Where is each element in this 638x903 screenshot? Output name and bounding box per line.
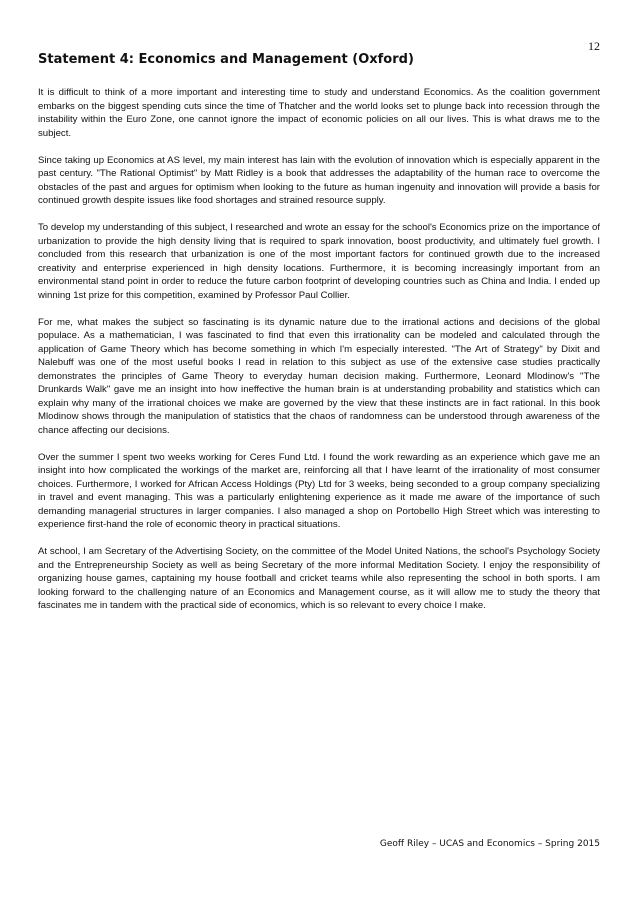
paragraph-work-experience: Over the summer I spent two weeks working for Ceres Fund Ltd. I found the work rewarding as an experience which gave me an insight into how complicated the workings of the market are, reinforcing all that I have learnt of the irrationality of most consumer choices. Furthermore, I worked for African Access Holdings (Pty) Ltd for 3 weeks, being seconded to a group company specializing in travel and event managing. This was a particularly enlightening experience as it made me aware of the importance of such demanding managerial structures in larger companies. I also managed a shop on Portobello High Street which was interesting to experience first-hand the role of economic theory in practical situations. xyxy=(38,451,600,530)
page-number: 12 xyxy=(588,39,600,53)
paragraph-innovation: Since taking up Economics at AS level, my main interest has lain with the evolution of innovation which is especially apparent in the past century. "The Rational Optimist" by Matt Ridley is a book that addresses the adaptability of the human race to overcome the obstacles of the past and argues for optimism when looking to the future as human ingenuity and innovation will provide a basis for continued growth despite issues like food shortages and strained resource supply. xyxy=(38,154,600,206)
paragraph-intro: It is difficult to think of a more important and interesting time to study and understand Economics. As the coalition government embarks on the biggest spending cuts since the time of Thatcher and the world looks set to plunge back into recession through the instability within the Euro Zone, one cannot ignore the impact of economic policies on all our lives. This is what draws me to the subject. xyxy=(38,87,600,139)
paragraph-urbanization-essay: To develop my understanding of this subject, I researched and wrote an essay for the school's Economics prize on the importance of urbanization to provide the high density living that is required to spark innovation, boost productivity, and ultimately fuel growth. I concluded from this research that urbanization is one of the most important factors for continued growth due to the increased creativity and enterprise experienced in high density locations. Furthermore, it is becoming increasingly important from an environmental stand point in order to reduce the future carbon footprint of developing countries such as China and India. I ended up winning 1st prize for this competition, examined by Professor Paul Collier. xyxy=(38,222,600,301)
statement-body xyxy=(38,86,600,626)
page-title: Statement 4: Economics and Management (Oxford) xyxy=(38,52,414,67)
paragraph-game-theory: For me, what makes the subject so fascinating is its dynamic nature due to the irrational actions and decisions of the global populace. As a mathematician, I was fascinated to find that even this irrationality can be modeled and calculated through the application of Game Theory which has become something in which I'm especially interested. "The Art of Strategy" by Dixit and Nalebuff was one of the most useful books I read in relation to this subject as use of the extensive case studies practically demonstrates the principles of Game Theory to everyday human decision making. Furthermore, Leonard Mlodinow's "The Drunkards Walk" gave me an insight into how ineffective the human brain is at understanding probability and statistics which can explain why many of the irrational choices we make are governed by the view that these instincts are in fact rational. In this book Mlodinow shows through the manipulation of statistics that the chaos of randomness can be understood through awareness of the chance affecting our decisions. xyxy=(38,316,600,436)
paragraph-extracurricular: At school, I am Secretary of the Advertising Society, on the committee of the Model United Nations, the school's Psychology Society and the Entrepreneurship Society as well as being Secretary of the more informal Meditation Society. I enjoy the responsibility of organizing house games, captaining my house football and cricket teams while also representing the school in both sports. I am looking forward to the challenging nature of an Economics and Management course, as it will allow me to study the theory that fascinates me in tandem with the practical side of economics, which is so relevant to every choice I make. xyxy=(38,546,600,611)
page-footer: Geoff Riley – UCAS and Economics – Spring 2015 xyxy=(379,839,600,849)
